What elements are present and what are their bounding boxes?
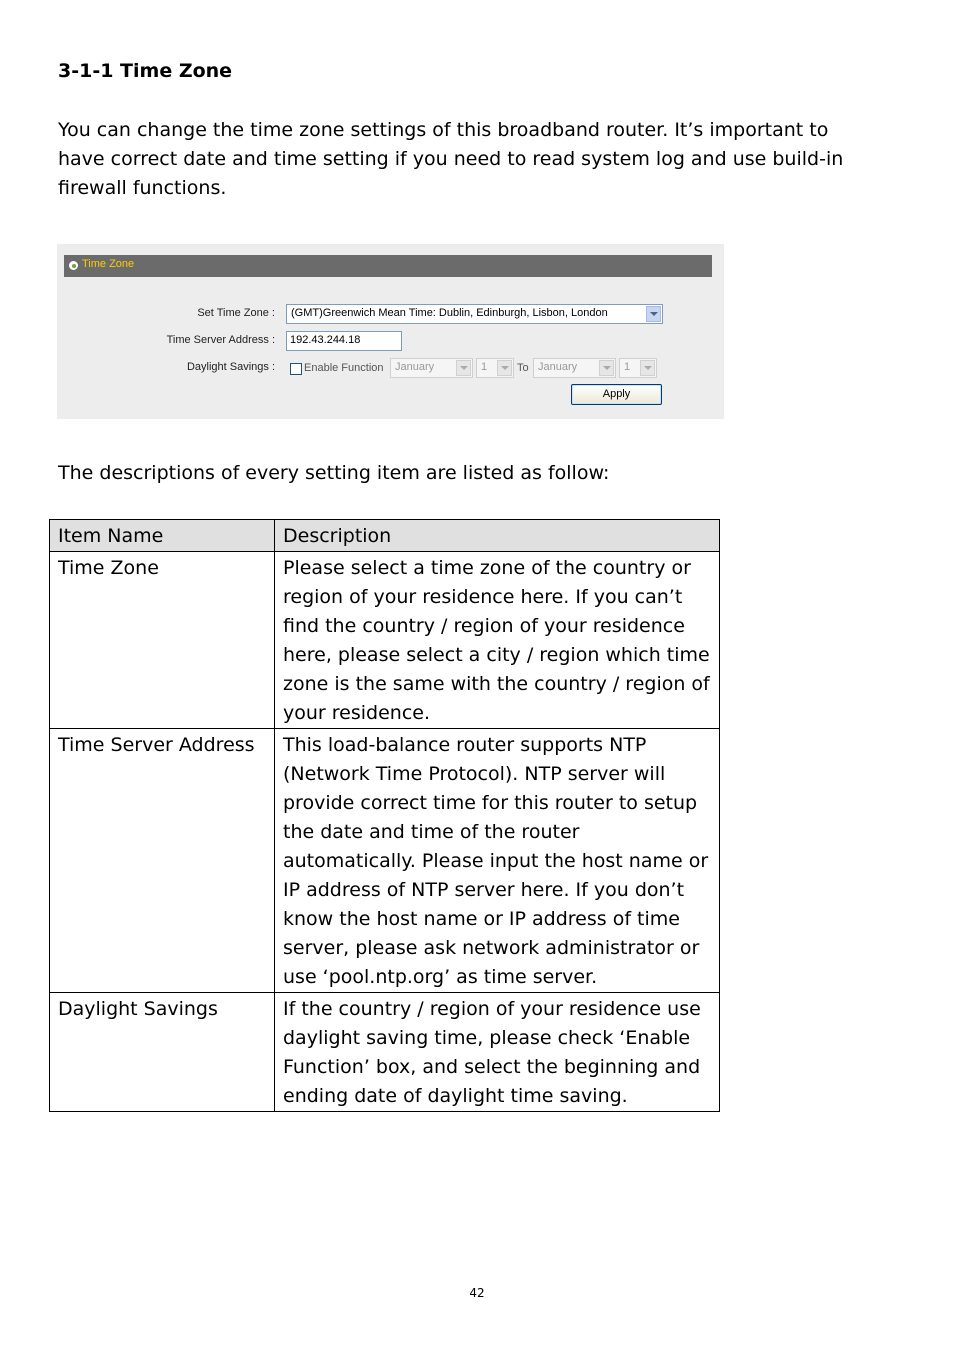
- time-server-label: Time Server Address :: [166, 334, 275, 346]
- description-cell: If the country / region of your residence use daylight saving time, please check ‘Enable Function’ box, and select the beginning and ending date of daylight time saving.: [275, 993, 720, 1112]
- bullet-icon: [69, 261, 78, 270]
- panel-title: Time Zone: [82, 258, 135, 270]
- item-name-cell: Time Server Address: [50, 729, 275, 993]
- time-zone-select[interactable]: [286, 304, 663, 324]
- chevron-down-icon[interactable]: [497, 360, 512, 376]
- chevron-down-icon[interactable]: [456, 360, 471, 376]
- descriptions-intro: The descriptions of every setting item are listed as follow:: [58, 462, 610, 484]
- chevron-down-icon[interactable]: [646, 306, 661, 322]
- chevron-down-icon[interactable]: [599, 360, 614, 376]
- daylight-savings-label: Daylight Savings :: [186, 361, 275, 373]
- page-number: 42: [469, 1286, 485, 1300]
- header-item-name: Item Name: [50, 520, 275, 552]
- item-name-cell: Time Zone: [50, 552, 275, 729]
- table-row: [50, 729, 720, 993]
- settings-table: [49, 519, 720, 1112]
- panel-title-bar: [64, 255, 712, 277]
- enable-function-label: Enable Function: [304, 362, 384, 374]
- intro-paragraph: You can change the time zone settings of this broadband router. It’s important to have correct date and time setting if you need to read system log and use build-in firewall functions.: [58, 119, 844, 199]
- to-month-select[interactable]: [533, 358, 616, 378]
- description-cell: Please select a time zone of the country or region of your residence here. If you can’t find the country / region of your residence here, please select a city / region which time zone is the same with the country / region of your residence.: [275, 552, 720, 729]
- to-label: To: [517, 362, 529, 374]
- to-day-select[interactable]: [619, 358, 657, 378]
- to-month-value: January: [538, 361, 578, 373]
- enable-function-checkbox[interactable]: [290, 363, 302, 375]
- time-server-value: 192.43.244.18: [290, 334, 361, 346]
- apply-button[interactable]: Apply: [571, 384, 662, 405]
- description-cell: This load-balance router supports NTP (Network Time Protocol). NTP server will provide correct time for this router to setup the date and time of the router automatically. Please input the host name or IP address of NTP server here. If you don’t know the host name or IP address of time server, please ask network administrator or use ‘pool.ntp.org’ as time server.: [275, 729, 720, 993]
- from-month-select[interactable]: [390, 358, 473, 378]
- table-row: [50, 993, 720, 1112]
- time-zone-panel: [57, 244, 724, 419]
- section-heading: 3-1-1 Time Zone: [58, 60, 233, 82]
- from-month-value: January: [395, 361, 435, 373]
- time-zone-label: Set Time Zone :: [197, 307, 275, 319]
- from-day-value: 1: [481, 361, 488, 373]
- header-description: Description: [275, 520, 720, 552]
- chevron-down-icon[interactable]: [640, 360, 655, 376]
- table-header-row: [50, 520, 720, 552]
- time-zone-value: (GMT)Greenwich Mean Time: Dublin, Edinburgh, Lisbon, London: [291, 307, 608, 319]
- table-row: [50, 552, 720, 729]
- to-day-value: 1: [624, 361, 631, 373]
- from-day-select[interactable]: [476, 358, 514, 378]
- item-name-cell: Daylight Savings: [50, 993, 275, 1112]
- time-server-input[interactable]: [286, 331, 402, 351]
